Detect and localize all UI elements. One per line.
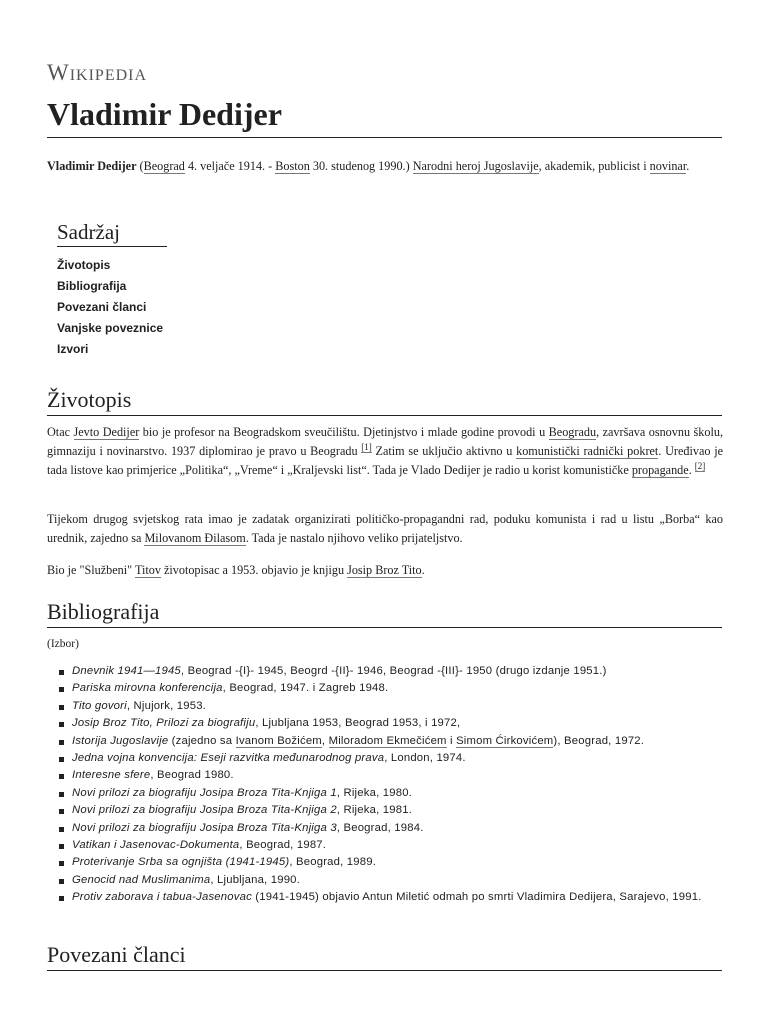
book-title: Interesne sfere (72, 769, 151, 782)
book-details: , Njujork, 1953. (126, 699, 207, 712)
book-title: Dnevnik 1941—1945 (72, 665, 181, 677)
list-item (47, 820, 725, 837)
list-item: Istorija Jugoslavije (zajedno sa Ivanom Božićem, Miloradom Ekmečićem i Simom Ćirkovićem), Beograd, 1972. (47, 733, 725, 750)
list-item (47, 785, 725, 802)
body-text: životopisac a 1953. objavio je knjigu (160, 563, 348, 577)
bibliography-note: (Izbor) (47, 638, 79, 650)
list-item (47, 872, 725, 889)
book-details: ), Beograd, 1972. (553, 734, 645, 747)
link-novinar[interactable]: novinar (649, 159, 687, 173)
body-text: Otac (47, 425, 74, 439)
book-details: , Beograd 1980. (150, 769, 234, 782)
lead-deathdate: 30. studenog 1990.) (309, 159, 413, 173)
toc-item-povezani-clanci[interactable]: Povezani članci (57, 300, 147, 314)
list-item (47, 802, 725, 819)
book-details: , Ljubljana, 1990. (210, 873, 300, 886)
zivotopis-paragraph-1 (47, 423, 723, 480)
link-beograd[interactable]: Beograd (143, 159, 185, 173)
book-details: , London, 1974. (384, 752, 466, 765)
lead-text: . (686, 159, 690, 173)
link-beogradu[interactable]: Beogradu (548, 425, 597, 439)
body-text: bio je profesor na Beogradskom sveučilištu. Djetinjstvo i mlade godine provodi u (139, 425, 549, 439)
body-text: Zatim se uključio aktivno u (371, 444, 517, 458)
reference-2[interactable]: [2] (694, 460, 706, 471)
link-propagande[interactable]: propagande (631, 463, 689, 477)
book-details: (zajedno sa (168, 734, 236, 747)
book-title: Pariska mirovna konferencija (72, 682, 223, 695)
link-boston[interactable]: Boston (275, 159, 310, 173)
table-of-contents (57, 218, 167, 360)
toc-item-vanjske-poveznice[interactable]: Vanjske poveznice (57, 321, 164, 335)
wikipedia-logo[interactable]: Wikipedia (47, 60, 148, 85)
toc-item-izvori[interactable]: Izvori (57, 342, 89, 356)
link-milorad-ekmecic[interactable]: Miloradom Ekmečićem (328, 734, 447, 747)
book-details: , Beograd, 1947. i Zagreb 1948. (222, 682, 389, 695)
toc-heading: Sadržaj (57, 218, 167, 247)
lead-paragraph (47, 157, 727, 175)
link-ivan-bozic[interactable]: Ivanom Božićem (235, 734, 322, 747)
section-heading-zivotopis: Životopis (47, 385, 722, 416)
toc-item-zivotopis[interactable]: Životopis (57, 258, 111, 272)
list-item (47, 715, 725, 732)
link-josip-broz-tito[interactable]: Josip Broz Tito (347, 563, 422, 577)
list-item (47, 837, 725, 854)
book-title: Istorija Jugoslavije (72, 734, 169, 747)
bibliography-list (47, 663, 725, 907)
book-details: , Rijeka, 1980. (336, 786, 413, 799)
zivotopis-paragraph-2 (47, 510, 723, 548)
lead-text: , akademik, publicist i (538, 159, 650, 173)
book-title: Jedna vojna konvencija: Eseji razvitka međunarodnog prava (72, 752, 385, 765)
book-details: , Rijeka, 1981. (336, 804, 413, 817)
body-text: . Uređivao je tada listove kao primjerice „Politika“, „Vreme“ i „Kraljevski list“. Tada je Vlado Dedijer je radio u korist komunističke (47, 444, 723, 477)
body-text: . Tada je nastalo njihovo veliko prijateljstvo. (245, 531, 463, 545)
link-jevto-dedijer[interactable]: Jevto Dedijer (73, 425, 140, 439)
reference-1[interactable]: [1] (361, 441, 372, 452)
body-text: . (688, 463, 695, 477)
book-title: Tito govori (72, 699, 127, 712)
link-sima-cirkovic[interactable]: Simom Ćirkovićem (456, 734, 554, 747)
book-details: , Beograd, 1987. (239, 839, 327, 852)
list-item (47, 663, 725, 680)
list-item (47, 750, 725, 767)
book-details: , Ljubljana 1953, Beograd 1953, i 1972, (255, 717, 461, 730)
book-title: Vatikan i Jasenovac-Dokumenta (72, 839, 240, 852)
link-narodni-heroj[interactable]: Narodni heroj Jugoslavije (412, 159, 539, 173)
link-tito[interactable]: Titov (134, 563, 161, 577)
book-title: Proterivanje Srba sa ognjišta (1941-1945) (72, 856, 290, 869)
book-details: , Beograd, 1984. (336, 821, 424, 834)
list-item (47, 680, 725, 697)
book-details: , Beograd, 1989. (289, 856, 377, 869)
list-item (47, 767, 725, 784)
body-text: . (421, 563, 425, 577)
book-title: Novi prilozi za biografiju Josipa Broza Tita-Knjiga 3 (72, 821, 337, 834)
book-title: Novi prilozi za biografiju Josipa Broza Tita-Knjiga 2 (72, 804, 337, 817)
book-title: Novi prilozi za biografiju Josipa Broza Tita-Knjiga 1 (72, 786, 337, 799)
lead-birthdate: 4. veljače 1914. - (184, 159, 276, 173)
link-komunisticki-pokret[interactable]: komunistički radnički pokret (516, 444, 659, 458)
book-title: Protiv zaborava i tabua-Jasenovac (72, 891, 252, 904)
page-title: Vladimir Dedijer (47, 92, 722, 138)
book-title: Genocid nad Muslimanima (72, 873, 211, 886)
list-item (47, 854, 725, 871)
body-text: , završava osnovnu školu, gimnaziju i novinarstvo. 1937 diplomirao je pravo u Beogradu (47, 425, 723, 458)
body-text: Bio je "Službeni" (47, 563, 135, 577)
section-heading-bibliografija: Bibliografija (47, 597, 722, 628)
link-milovan-djilas[interactable]: Milovanom Đilasom (144, 531, 246, 545)
section-heading-povezani-clanci: Povezani članci (47, 940, 722, 971)
toc-item-bibliografija[interactable]: Bibliografija (57, 279, 127, 293)
book-details: , Beograd -{I}- 1945, Beogrd -{II}- 1946, Beograd -{III}- 1950 (drugo izdanje 1951.) (180, 665, 607, 677)
lead-text: ( (136, 159, 144, 173)
list-item (47, 698, 725, 715)
book-title: Josip Broz Tito, Prilozi za biografiju (72, 717, 256, 730)
list-item (47, 889, 725, 906)
lead-name: Vladimir Dedijer (47, 159, 137, 173)
book-details: (1941-1945) objavio Antun Miletić odmah po smrti Vladimira Dedijera, Sarajevo, 1991. (251, 891, 702, 904)
body-text: Tijekom drugog svjetskog rata imao je zadatak organizirati političko-propagandni rad, poduku komunista i rad u listu „Borba“ kao urednik, zajedno sa (47, 512, 723, 545)
zivotopis-paragraph-3 (47, 561, 723, 580)
